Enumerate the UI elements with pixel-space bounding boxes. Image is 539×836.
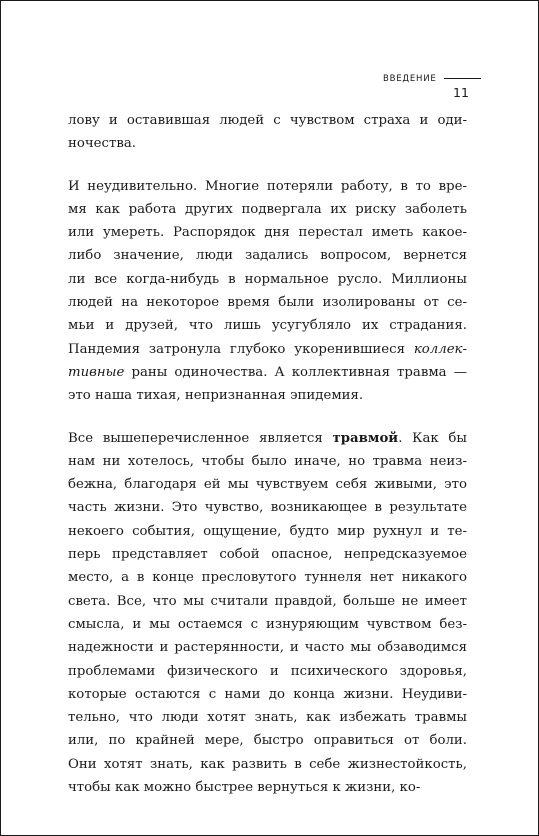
text-line: которые остаются с нами до конца жизни. Неудиви- xyxy=(68,686,467,702)
text-run: Пандемия затронула глубоко укоренившиеся xyxy=(68,341,414,357)
text-line xyxy=(68,361,467,384)
text-line: чтобы как можно быстрее вернуться к жизни, ко- xyxy=(68,780,421,796)
italic-emphasis: коллек- xyxy=(413,341,467,357)
text-run: раны одиночества. А коллективная травма — xyxy=(124,364,467,380)
text-line: либо значение, люди задались вопросом, вернется xyxy=(68,248,467,264)
text-line: это наша тихая, непризнанная эпидемия. xyxy=(68,388,364,404)
header-rule xyxy=(444,78,481,79)
text-line: надежности и растерянности, и часто мы обзаводимся xyxy=(68,640,467,656)
text-line xyxy=(68,427,467,450)
page-number: 11 xyxy=(453,85,469,100)
text-line: лову и оставившая людей с чувством страха и оди- xyxy=(68,113,467,128)
text-line: бежна, благодаря ей мы чувствуем себя живыми, это xyxy=(68,477,467,493)
text-line: или умереть. Распорядок дня перестал иметь какое- xyxy=(68,225,467,241)
italic-emphasis: тивные xyxy=(68,364,125,380)
text-line: ли все когда-нибудь в нормальное русло. Миллионы xyxy=(68,271,467,287)
text-line: часть жизни. Это чувство, возникающее в результате xyxy=(68,500,467,516)
text-line: света. Все, что мы считали правдой, больше не имеет xyxy=(68,593,467,609)
text-line: некоего события, ощущение, будто мир рухнул и те- xyxy=(68,523,467,539)
text-line: Они хотят знать, как развить в себе жизнестойкость, xyxy=(68,756,467,772)
text-line: перь представляет собой опасное, непредсказуемое xyxy=(68,547,467,563)
text-line xyxy=(68,338,467,361)
running-head-section-title: ВВЕДЕНИЕ xyxy=(383,74,437,84)
text-line: людей на некоторое время были изолированы от се- xyxy=(68,295,467,311)
text-line: тельно, что люди хотят знать, как избежать травмы xyxy=(68,710,467,726)
text-line: нам ни хотелось, чтобы было иначе, но травма неиз- xyxy=(68,453,467,469)
text-line: мьи и друзей, что лишь усугубляло их страдания. xyxy=(68,318,467,334)
text-run: Все вышеперечисленное является xyxy=(68,430,333,446)
text-line: смысла, и мы остаемся с изнуряющим чувством без- xyxy=(68,616,467,632)
paragraph-1 xyxy=(68,109,467,156)
text-line: или, по крайней мере, быстро оправиться от боли. xyxy=(68,733,467,749)
text-line: И неудивительно. Многие потеряли работу, в то вре- xyxy=(68,178,467,194)
text-run: . Как бы xyxy=(398,430,467,446)
paragraph-2 xyxy=(68,175,467,408)
text-line: проблемами физического и психического здоровья, xyxy=(68,663,467,679)
text-line: мя как работа других подвергала их риску заболеть xyxy=(68,201,467,217)
body-text xyxy=(68,109,467,818)
paragraph-3 xyxy=(68,427,467,800)
text-line: место, а в конце пресловутого туннеля нет никакого xyxy=(68,570,467,586)
text-line: ночества. xyxy=(68,136,136,152)
bold-term: травмой xyxy=(332,430,399,446)
